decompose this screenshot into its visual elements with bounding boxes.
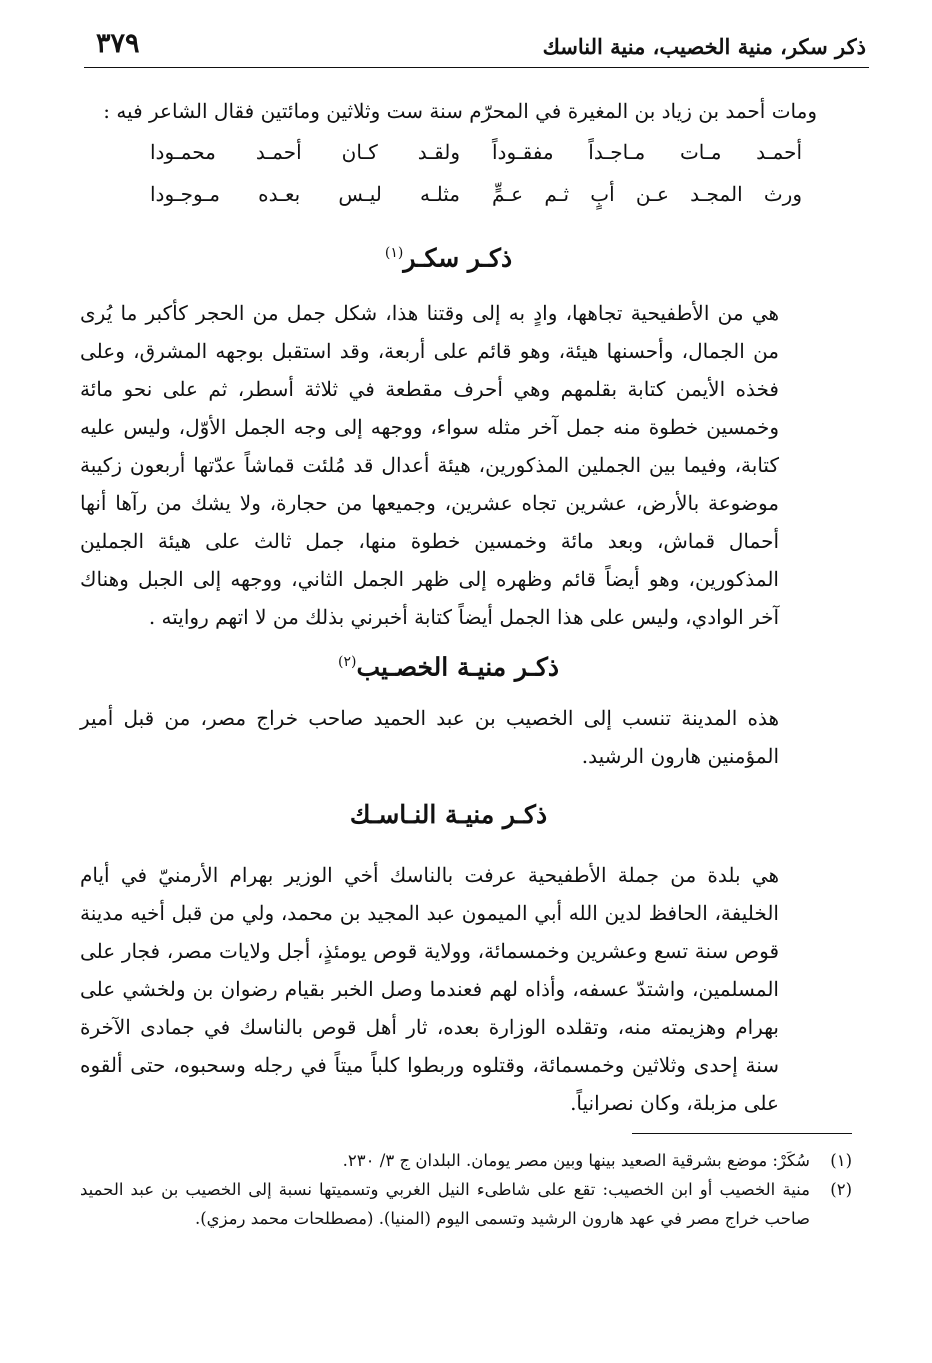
verse-line <box>150 140 802 182</box>
footnote-marker: (١) <box>384 245 404 261</box>
verse-second-hemistich: مثلـه ليـس بعـده مـوجـودا <box>150 182 460 206</box>
verse-first-hemistich: أحمـد مـات مـاجـداً مفقـوداً <box>492 140 802 164</box>
section-paragraph: هي بلدة من جملة الأطفيحية عرفت بالناسك أخي الوزير بهرام الأرمنيّ في أيام الخليفة، الحافظ لدين الله أبي الميمون عبد المجيد بن محمد، ولي من قبل أخيه مدينة قوص سنة تسع وعشرين وخمسمائة، وولاية قوص يومئذٍ، أجل ولايات مصر، فجار على المسلمين، واشتدّ عسفه، وأذاه لهم فعندما وصل الخبر بقيام رضوان بن ولخشي على بهرام وهزيمته منه، وتقلده الوزارة بعده، ثار أهل قوص بالناسك في جمادى الآخرة سنة إحدى وثلاثين وخمسمائة، وقتلوه وربطوا كلباً ميتاً في رجله وسحبوه، حتى ألقوه على مزبلة، وكان نصرانياً. <box>80 863 779 1115</box>
footnote-item <box>80 1146 852 1175</box>
section-minyat-al-khasib <box>80 637 817 775</box>
verse-first-hemistich: ورث المجـد عـن أبٍ ثـم عـمٍّ <box>492 182 802 206</box>
footnote-item <box>80 1175 852 1233</box>
section-sukar <box>80 228 817 636</box>
poem <box>150 140 802 224</box>
section-paragraph: هذه المدينة تنسب إلى الخصيب بن عبد الحميد صاحب خراج مصر، من قبل أمير المؤمنين هارون الرشيد. <box>80 706 779 768</box>
header-rule <box>84 67 869 68</box>
verse-second-hemistich: ولقـد كـان أحمـد محمـودا <box>150 140 460 164</box>
footnote-marker: (٢) <box>337 654 357 670</box>
verse-line <box>150 182 802 224</box>
footnote-text: سُكَرْ: موضع بشرقية الصعيد بينها وبين مصر يومان. البلدان ج ٣/ ٢٣٠. <box>342 1151 810 1170</box>
section-title: ذكـر سكـر <box>403 243 513 273</box>
footnote-text: منية الخصيب أو ابن الخصيب: تقع على شاطىء النيل الغربي وتسميتها نسبة إلى الخصيب بن عبد الحميد صاحب خراج مصر في عهد هارون الرشيد وتسمى اليوم (المنيا). (مصطلحات محمد رمزي). <box>80 1180 810 1228</box>
footnote-number: (١) <box>830 1151 852 1170</box>
section-paragraph: هي من الأطفيحية تجاهها، وادٍ به إلى وقتنا هذا، شكل جمل من الحجر كأكبر ما يُرى من الجمال، وأحسنها هيئة، وهو قائم على أربعة، وقد استقبل بوجهه المشرق، وعلى فخذه الأيمن كتابة بقلمهم وهي أحرف مقطعة في ثلاثة أسطر، ثم على نحو مائة وخمسين خطوة منه جمل آخر مثله سواء، ووجهه إلى وجه الجمل الأوّل، وليس عليه كتابة، وفيما بين الجملين المذكورين، هيئة أعدال قد مُلئت قماشاً عدّتها أربعون زكيبة موضوعة بالأرض، عشرين تجاه عشرين، وجميعها من حجارة، ولا يشك من رآها أنها أحمال قماش، وبعد مائة وخمسين خطوة منها، جمل ثالث على هيئة الجملين المذكورين، وهو أيضاً قائم وظهره إلى ظهر الجمل الثاني، ووجهه إلى الجبل وهناك آخر الوادي، وليس على هذا الجمل أيضاً كتابة أخبرني بذلك من لا اتهم روايته . <box>80 301 780 629</box>
intro-block <box>80 92 817 130</box>
section-title: ذكـر منيـة الخصـيب <box>356 652 560 682</box>
running-head <box>70 22 872 68</box>
running-title: ذكر سكر، منية الخصيب، منية الناسك <box>542 34 866 59</box>
footnote-number: (٢) <box>830 1180 852 1199</box>
section-title: ذكـر منيـة النـاسـك <box>349 800 548 829</box>
section-heading <box>80 790 817 840</box>
page-number: ٣٧٩ <box>96 28 140 59</box>
footnotes <box>80 1146 852 1233</box>
section-heading <box>80 228 817 278</box>
intro-paragraph: ومات أحمد بن زياد بن المغيرة في المحرّم سنة ست وثلاثين ومائتين فقال الشاعر فيه : <box>103 99 817 123</box>
section-minyat-al-nasik <box>80 790 817 1122</box>
footnote-rule <box>632 1133 852 1134</box>
section-heading <box>80 637 817 687</box>
